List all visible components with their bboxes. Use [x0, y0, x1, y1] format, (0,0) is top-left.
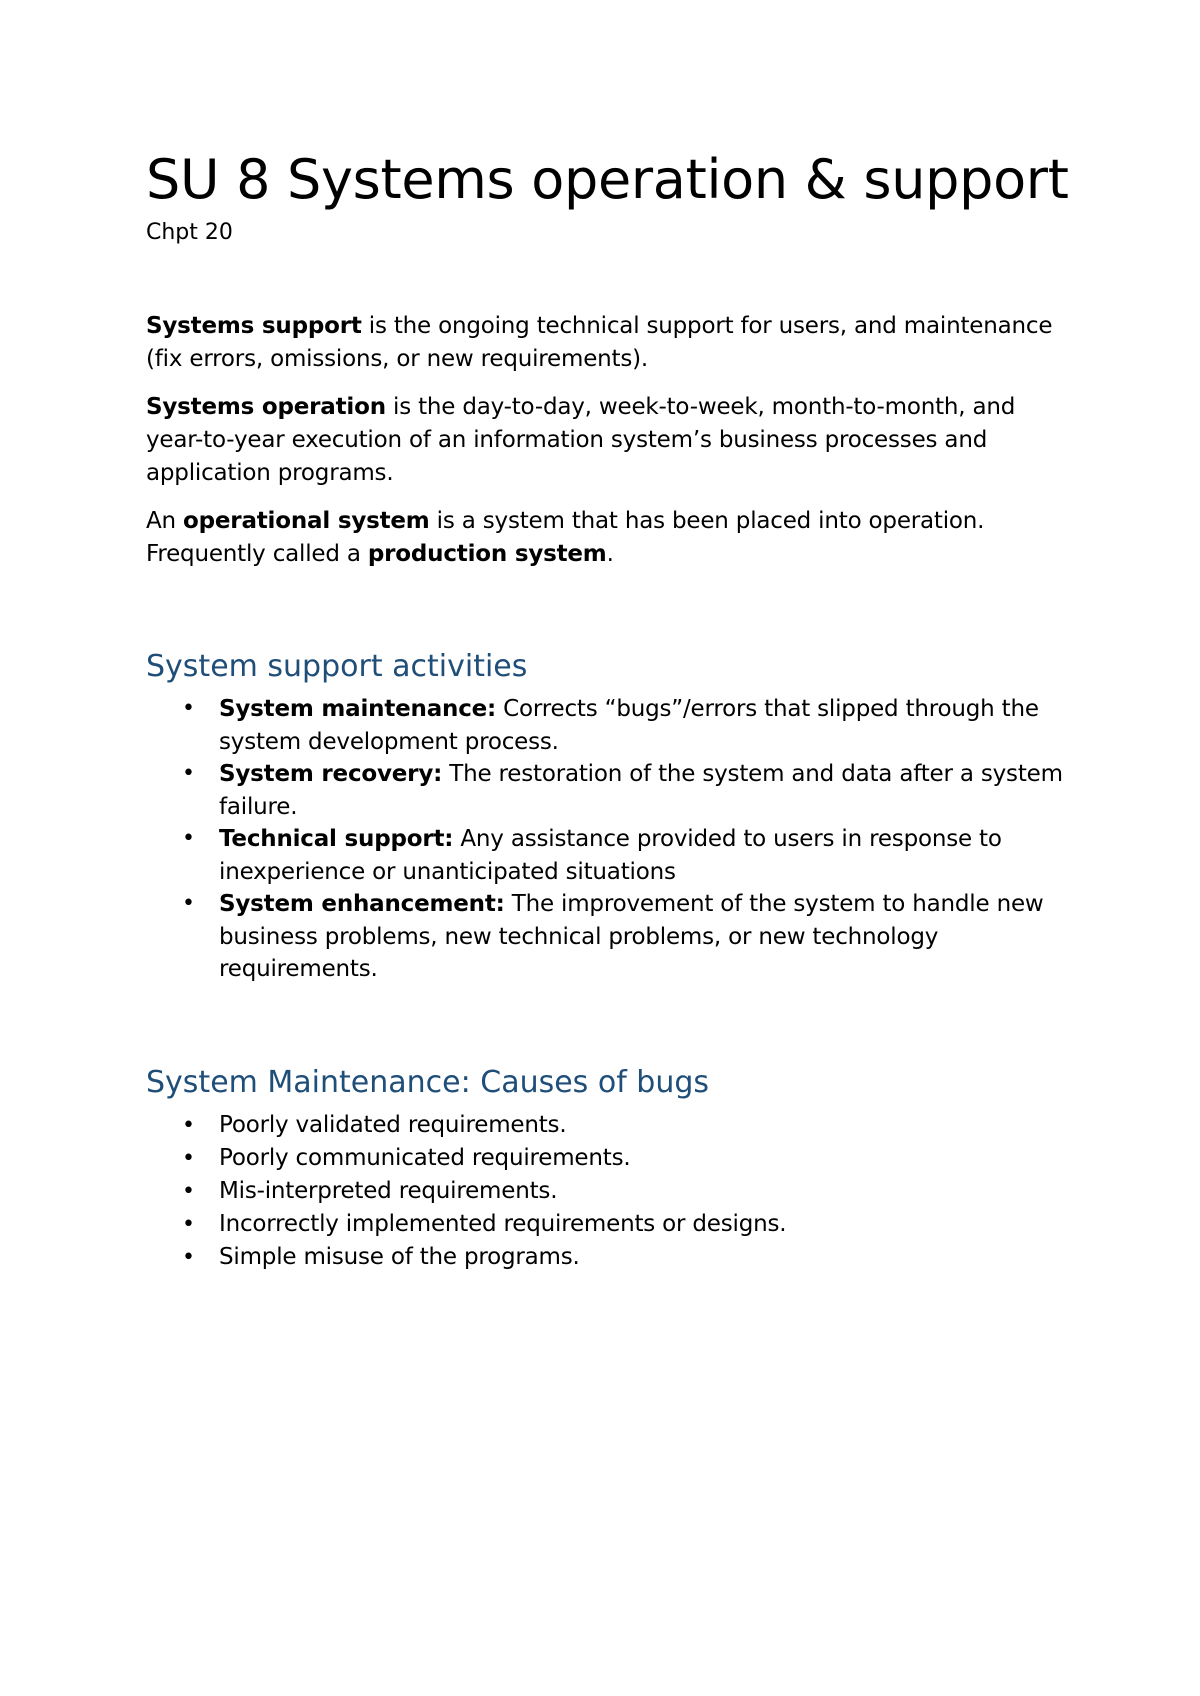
- list-item-term: Technical support:: [219, 826, 454, 852]
- paragraph-systems-operation: [146, 391, 1076, 490]
- list-item-text: Poorly validated requirements.: [219, 1111, 567, 1138]
- list-item: [146, 1142, 1076, 1175]
- bullet-icon: •: [182, 1112, 195, 1138]
- paragraph-prefix: An: [146, 508, 184, 534]
- list-item: [146, 758, 1076, 823]
- list-item-term: System maintenance:: [219, 696, 497, 722]
- bullet-icon: •: [182, 1145, 195, 1171]
- page-subtitle: Chpt 20: [146, 220, 233, 245]
- list-item: [146, 888, 1076, 986]
- bullet-icon: •: [182, 696, 195, 721]
- bullet-icon: •: [182, 891, 195, 916]
- list-item: [146, 1208, 1076, 1241]
- term-systems-operation: Systems operation: [146, 394, 386, 420]
- paragraph-text: is the day-to-day, week-to-week, month-to-month, and year-to-year execution of an information system’s business processes and application programs.: [146, 394, 1016, 486]
- term-production-system: production system: [367, 541, 607, 567]
- bullet-icon: •: [182, 826, 195, 851]
- list-item-term: System enhancement:: [219, 891, 505, 917]
- support-activities-list: [146, 693, 1076, 986]
- bullet-icon: •: [182, 1244, 195, 1270]
- bullet-icon: •: [182, 1178, 195, 1204]
- paragraph-text: is a system that has been placed into operation. Frequently called a: [146, 508, 985, 567]
- list-item-text: The improvement of the system to handle new business problems, new technical problems, or new technology requirements.: [219, 891, 1044, 982]
- list-item: [146, 1241, 1076, 1274]
- page-title: SU 8 Systems operation & support: [146, 148, 1069, 211]
- list-item: [146, 1175, 1076, 1208]
- list-item: [146, 1109, 1076, 1142]
- list-item-term: System recovery:: [219, 761, 443, 787]
- list-item-text: Poorly communicated requirements.: [219, 1144, 631, 1171]
- list-item-text: Simple misuse of the programs.: [219, 1243, 580, 1270]
- bullet-icon: •: [182, 1211, 195, 1237]
- section-heading-causes-of-bugs: System Maintenance: Causes of bugs: [146, 1064, 710, 1100]
- section-heading-support-activities: System support activities: [146, 649, 528, 684]
- paragraph-systems-support: [146, 310, 1076, 376]
- paragraph-suffix: .: [606, 541, 614, 567]
- paragraph-operational-system: [146, 505, 1076, 571]
- list-item-text: Any assistance provided to users in response to inexperience or unanticipated situations: [219, 826, 1002, 885]
- list-item: [146, 693, 1076, 758]
- causes-of-bugs-list: [146, 1109, 1076, 1274]
- term-systems-support: Systems support: [146, 313, 362, 339]
- list-item-text: Corrects “bugs”/errors that slipped through the system development process.: [219, 696, 1039, 755]
- document-content: [146, 148, 1076, 1274]
- list-item-text: Incorrectly implemented requirements or designs.: [219, 1210, 787, 1237]
- list-item-text: Mis-interpreted requirements.: [219, 1177, 558, 1204]
- paragraph-text: is the ongoing technical support for users, and maintenance (fix errors, omissions, or new requirements).: [146, 313, 1053, 372]
- list-item: [146, 823, 1076, 888]
- bullet-icon: •: [182, 761, 195, 786]
- list-item-text: The restoration of the system and data after a system failure.: [219, 761, 1063, 820]
- term-operational-system: operational system: [183, 508, 430, 534]
